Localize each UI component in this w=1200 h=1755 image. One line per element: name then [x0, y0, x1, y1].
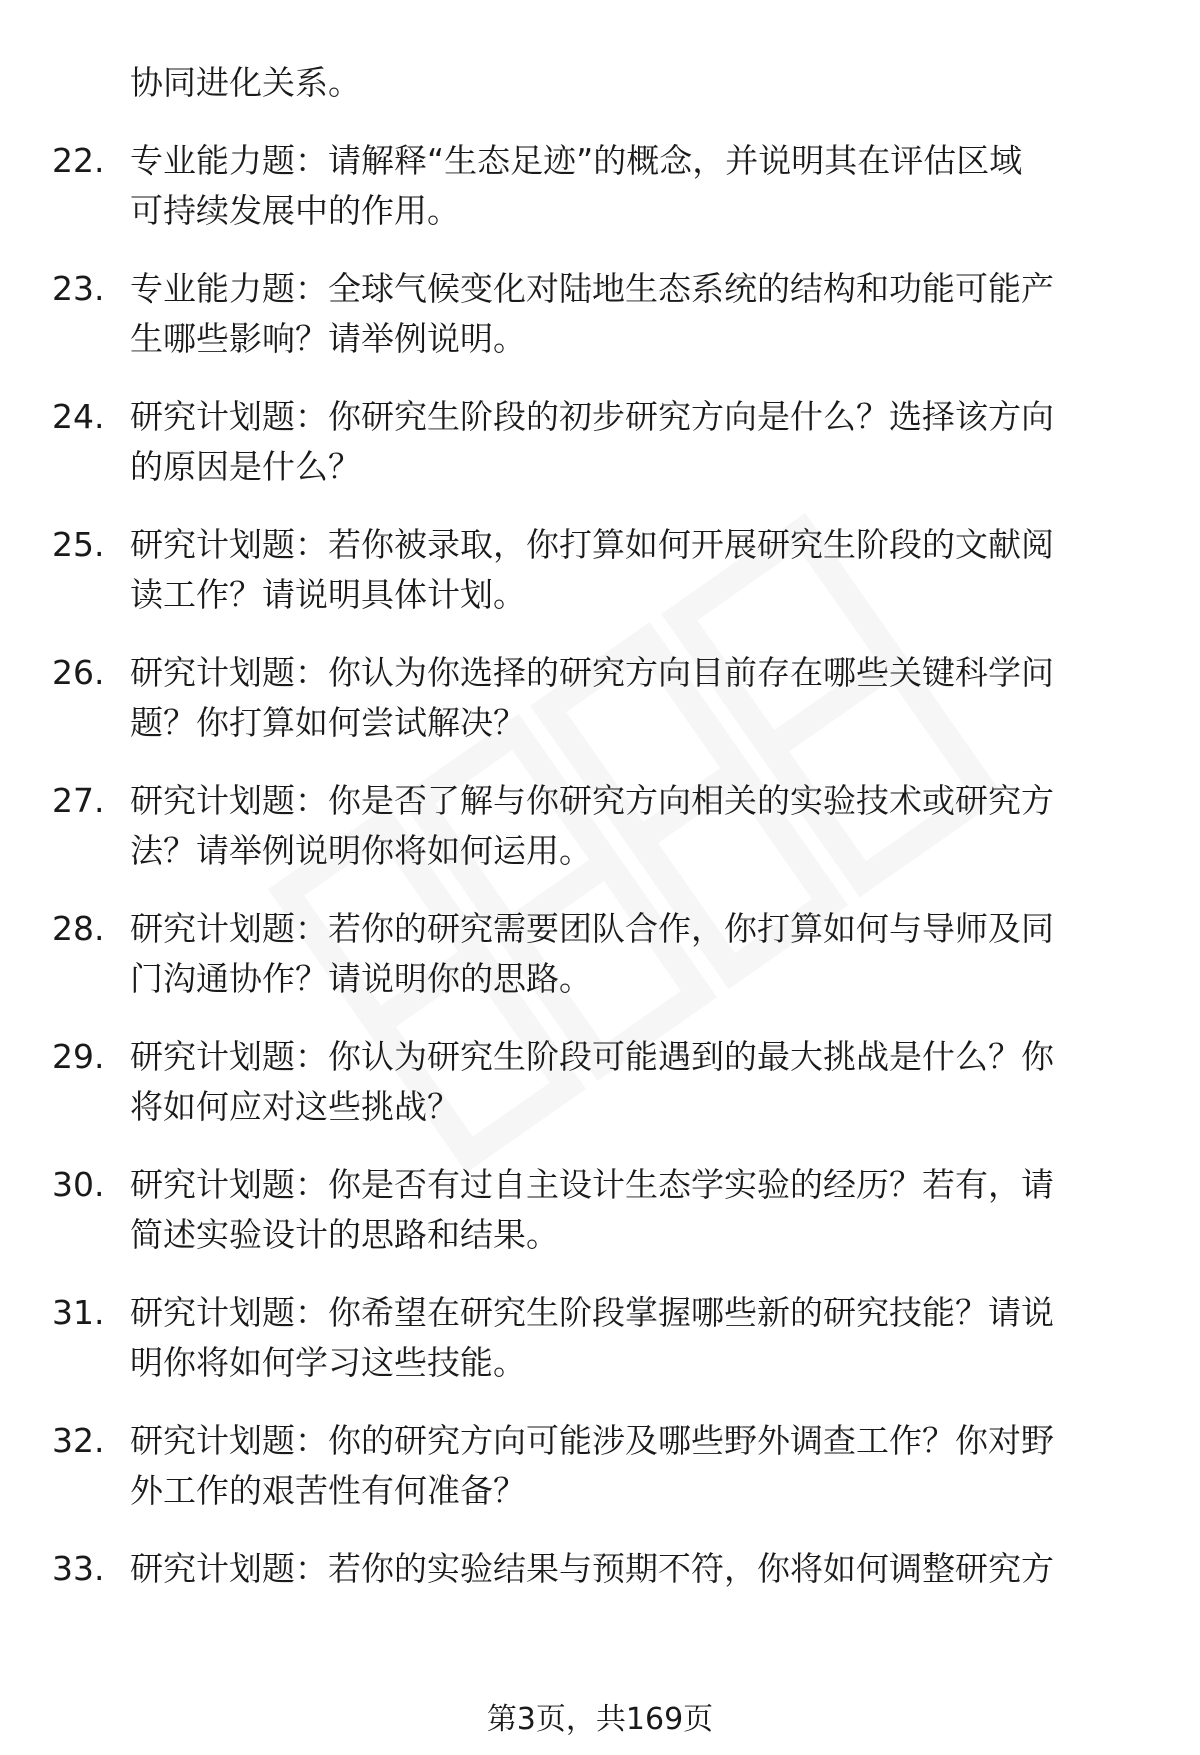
list-item [0, 904, 1200, 1004]
item-text-line: 可持续发展中的作用。 [130, 191, 460, 230]
item-number: 22. [52, 141, 105, 180]
page-number-footer: 第3页，共169页 [486, 1702, 714, 1737]
item-text [130, 1288, 1140, 1388]
item-text-line: 题？你打算如何尝试解决？ [130, 703, 526, 742]
list-item [0, 520, 1200, 620]
list-item [0, 1416, 1200, 1516]
item-text-line: 研究计划题：你希望在研究生阶段掌握哪些新的研究技能？请说 [130, 1293, 1054, 1332]
item-text-line: 明你将如何学习这些技能。 [130, 1343, 526, 1382]
item-text-line: 研究计划题：你是否了解与你研究方向相关的实验技术或研究方 [130, 781, 1054, 820]
item-text-line: 专业能力题：全球气候变化对陆地生态系统的结构和功能可能产 [130, 269, 1054, 308]
item-text-line: 研究计划题：你的研究方向可能涉及哪些野外调查工作？你对野 [130, 1421, 1054, 1460]
item-number: 26. [52, 653, 105, 692]
list-item [0, 648, 1200, 748]
item-number: 24. [52, 397, 105, 436]
question-list [0, 58, 1200, 1644]
item-number: 25. [52, 525, 105, 564]
item-text [130, 1160, 1140, 1260]
item-text-line: 研究计划题：你研究生阶段的初步研究方向是什么？选择该方向 [130, 397, 1054, 436]
item-text-line: 研究计划题：你是否有过自主设计生态学实验的经历？若有，请 [130, 1165, 1054, 1204]
list-item [0, 1032, 1200, 1132]
item-text-line: 研究计划题：若你的实验结果与预期不符，你将如何调整研究方 [130, 1549, 1054, 1588]
item-text [130, 1032, 1140, 1132]
item-number: 23. [52, 269, 105, 308]
item-text-line: 简述实验设计的思路和结果。 [130, 1215, 559, 1254]
list-item [0, 1288, 1200, 1388]
item-text-line: 专业能力题：请解释“生态足迹”的概念，并说明其在评估区域 [130, 141, 1023, 180]
item-number: 30. [52, 1165, 105, 1204]
list-item [0, 1544, 1200, 1644]
list-item [0, 776, 1200, 876]
item-text [130, 264, 1140, 364]
item-text-line: 研究计划题：若你的研究需要团队合作，你打算如何与导师及同 [130, 909, 1054, 948]
item-text [130, 136, 1140, 236]
item-text-line: 研究计划题：你认为研究生阶段可能遇到的最大挑战是什么？你 [130, 1037, 1054, 1076]
item-text-line: 生哪些影响？请举例说明。 [130, 319, 526, 358]
item-text-line: 门沟通协作？请说明你的思路。 [130, 959, 592, 998]
list-item [0, 264, 1200, 364]
list-item [0, 392, 1200, 492]
item-text [130, 520, 1140, 620]
item-text-line: 的原因是什么？ [130, 447, 361, 486]
item-text-line: 读工作？请说明具体计划。 [130, 575, 526, 614]
item-text-line: 研究计划题：你认为你选择的研究方向目前存在哪些关键科学问 [130, 653, 1054, 692]
item-text-line: 研究计划题：若你被录取，你打算如何开展研究生阶段的文献阅 [130, 525, 1054, 564]
item-text-line: 外工作的艰苦性有何准备？ [130, 1471, 526, 1510]
item-text-line: 将如何应对这些挑战？ [130, 1087, 460, 1126]
item-text [130, 904, 1140, 1004]
item-number: 29. [52, 1037, 105, 1076]
list-item [0, 136, 1200, 236]
item-text-line: 法？请举例说明你将如何运用。 [130, 831, 592, 870]
item-number: 33. [52, 1549, 105, 1588]
item-text [130, 1416, 1140, 1516]
item-number: 31. [52, 1293, 105, 1332]
item-number: 28. [52, 909, 105, 948]
continuation-text: 协同进化关系。 [130, 63, 361, 102]
item-number: 32. [52, 1421, 105, 1460]
item-text [130, 1544, 1140, 1594]
item-text [130, 776, 1140, 876]
item-text [130, 392, 1140, 492]
item-text [130, 648, 1140, 748]
item-number: 27. [52, 781, 105, 820]
list-item [0, 1160, 1200, 1260]
